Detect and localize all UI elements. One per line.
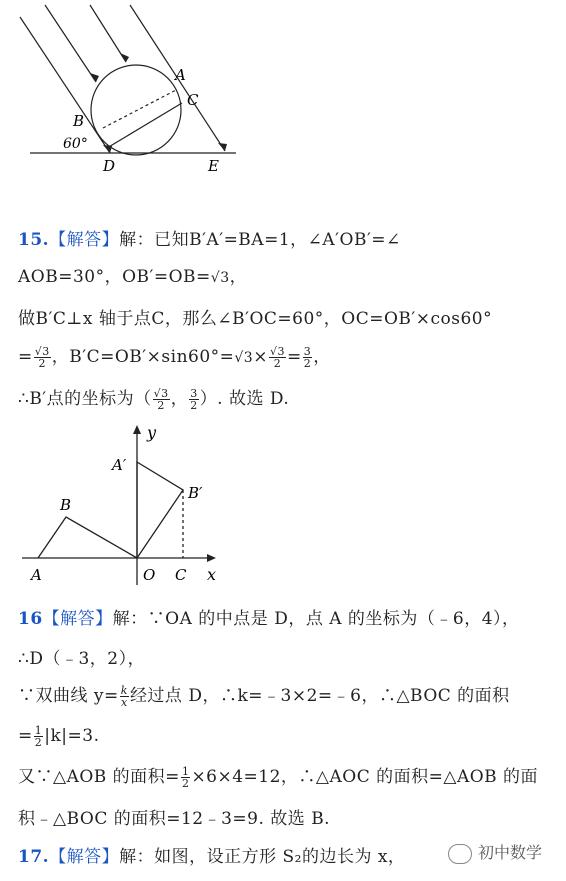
sol16-frac-half1: $\frac{1}{2}$ (34, 724, 43, 749)
sol15-sqrt3: √3 (210, 270, 230, 286)
sol16-text3b: 经过点 D，∴k=﹣3×2=﹣6，∴△BOC 的面积 (129, 686, 510, 706)
fig2-label-B: B (60, 496, 72, 514)
sol15-text1: 解：已知B′A′=BA=1，∠A′OB′=∠ (119, 230, 401, 250)
sol16-tag: 【解答】 (42, 609, 113, 629)
fig1-label-B: B (73, 112, 85, 130)
sol16-line1 (18, 608, 520, 630)
sol15-text4c: √3 (234, 350, 254, 366)
sol15-line1 (18, 229, 401, 251)
fig2-label-A: A (31, 566, 42, 584)
sol17-text1: 解：如图，设正方形 S₂的边长为 x， (119, 847, 406, 867)
sol17-number: 17. (18, 847, 50, 867)
sol15-text5c: ）. 故选 D. (199, 389, 290, 409)
wechat-icon (448, 844, 472, 864)
sol15-frac3: $\frac{3}{2}$ (303, 345, 312, 370)
fig1-label-angle: 60° (63, 136, 88, 152)
sol15-text2a: AOB=30°，OB′=OB= (18, 267, 211, 287)
sol15-line3 (18, 308, 492, 330)
sol15-text2c: ， (229, 267, 248, 287)
sol15-tag: 【解答】 (49, 230, 120, 250)
fig2-label-y: y (147, 423, 157, 442)
sol16-line2 (18, 648, 145, 670)
sol16-text4a: = (18, 726, 33, 746)
sol16-text4b: |k|=3. (44, 726, 100, 746)
fig1-label-C: C (187, 91, 199, 109)
fig2-label-B-prime: B′ (188, 484, 203, 502)
sol16-text5b: ×6×4=12，∴△AOC 的面积=△AOB 的面 (191, 767, 539, 787)
fig2-label-A-prime: A′ (112, 456, 127, 474)
fig2-label-O: O (143, 566, 156, 584)
watermark (448, 840, 542, 864)
sol15-frac1: $\frac{√3}{2}$ (34, 345, 50, 370)
sol16-frac-half2: $\frac{1}{2}$ (181, 765, 190, 790)
sol15-text4a: = (18, 347, 33, 367)
sol16-number: 16 (18, 609, 43, 629)
sol15-text5b: ， (170, 389, 189, 409)
sol15-line4 (18, 346, 331, 369)
sol15-text3: 做B′C⊥x 轴于点C，那么∠B′OC=60°，OC=OB′×cos60° (18, 309, 493, 329)
sol15-line5 (18, 388, 289, 411)
sol16-text1: 解：∵OA 的中点是 D，点 A 的坐标为（﹣6，4）， (112, 609, 520, 629)
sol16-line6 (18, 808, 330, 830)
sol16-text5a: 又∵△AOB 的面积= (18, 767, 180, 787)
sol15-text4b: ，B′C=OB′×sin60°= (51, 347, 235, 367)
fig2-label-x: x (207, 565, 217, 584)
sol15-text4f: ， (313, 347, 331, 367)
fig1-label-D: D (103, 157, 116, 175)
sol15-number: 15. (18, 230, 50, 250)
sol16-line5 (18, 766, 538, 789)
sol16-text6: 积﹣△BOC 的面积=12﹣3=9. 故选 B. (18, 809, 331, 829)
sol17-line1 (18, 846, 405, 868)
fig1-label-E: E (208, 157, 219, 175)
fig2-label-C: C (175, 566, 187, 584)
sol16-text2: ∴D（﹣3，2）， (18, 649, 146, 669)
sol15-line2 (18, 266, 247, 289)
sol15-frac4: $\frac{√3}{2}$ (153, 387, 169, 412)
watermark-text: 初中数学 (478, 843, 543, 862)
sol16-line4 (18, 725, 99, 748)
sol15-text4d: × (253, 347, 268, 367)
figure-circle-diagram (0, 0, 260, 185)
sol15-text5a: ∴B′点的坐标为（ (18, 389, 152, 409)
figure-coordinate-diagram (0, 420, 240, 592)
sol15-frac5: $\frac{3}{2}$ (190, 387, 198, 412)
fig1-label-A: A (175, 66, 186, 84)
sol15-frac2: $\frac{√3}{2}$ (269, 345, 285, 370)
sol16-text3a: ∵双曲线 y= (18, 686, 119, 706)
sol17-tag: 【解答】 (49, 847, 120, 867)
sol15-text4e: = (286, 347, 302, 367)
sol16-line3 (18, 685, 510, 708)
sol16-frac-kx: $\frac{k}{x}$ (120, 684, 128, 709)
